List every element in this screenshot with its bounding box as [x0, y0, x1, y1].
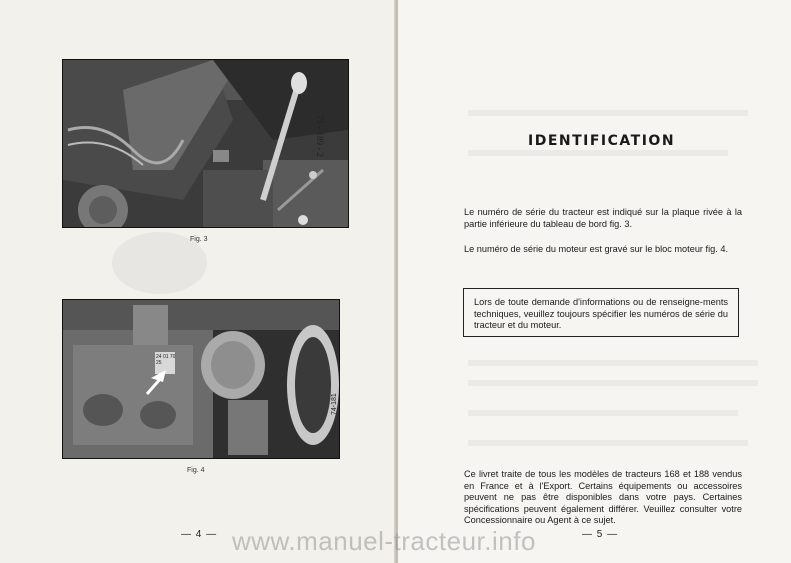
fig3-photo-label: 71 - 189 - 2	[315, 115, 325, 157]
fig4-engine-photo	[62, 299, 340, 459]
bleed-through-text	[468, 110, 748, 116]
fig3-caption: Fig. 3	[190, 236, 208, 243]
bleed-through-text	[468, 410, 738, 416]
models-coverage-paragraph: Ce livret traite de tous les modèles de tracteurs 168 et 188 vendus en France et à l'Export. Certains équipements ou accessoires peuvent ne pas être disponibles dans votre pays. Certaines spécifications peuvent également différer. Veuillez consulter votre Concessionnaire ou Agent à ce sujet.	[464, 469, 742, 525]
bleed-through-text	[468, 380, 758, 386]
page-title: IDENTIFICATION	[528, 133, 676, 149]
engine-serial-paragraph: Le numéro de série du moteur est gravé sur le bloc moteur fig. 4.	[464, 244, 729, 254]
page-number-right: — 5 —	[582, 529, 619, 540]
tractor-serial-paragraph: Le numéro de série du tracteur est indiqué sur la plaque rivée à la partie inférieure du tableau de bord fig. 3.	[464, 207, 742, 229]
fig3-illustration	[63, 60, 348, 227]
fig4-photo-label: 74-181	[331, 393, 338, 415]
bleed-through-text	[468, 360, 758, 366]
site-watermark: www.manuel-tracteur.info	[232, 526, 536, 556]
fig4-caption: Fig. 4	[187, 467, 205, 474]
page-number-left: — 4 —	[181, 529, 218, 540]
bleed-through-text	[468, 150, 728, 156]
bleed-through-text	[468, 440, 748, 446]
note-text: Lors de toute demande d'informations ou de renseigne-ments techniques, veuillez toujours spécifier les numéros de série du tracteur et du moteur.	[474, 297, 728, 330]
serial-number-note-box	[463, 288, 739, 337]
fig4-plate-text: 24 01 70 25	[156, 354, 176, 366]
fig3-dashboard-photo	[62, 59, 349, 228]
fig4-illustration	[63, 300, 339, 458]
